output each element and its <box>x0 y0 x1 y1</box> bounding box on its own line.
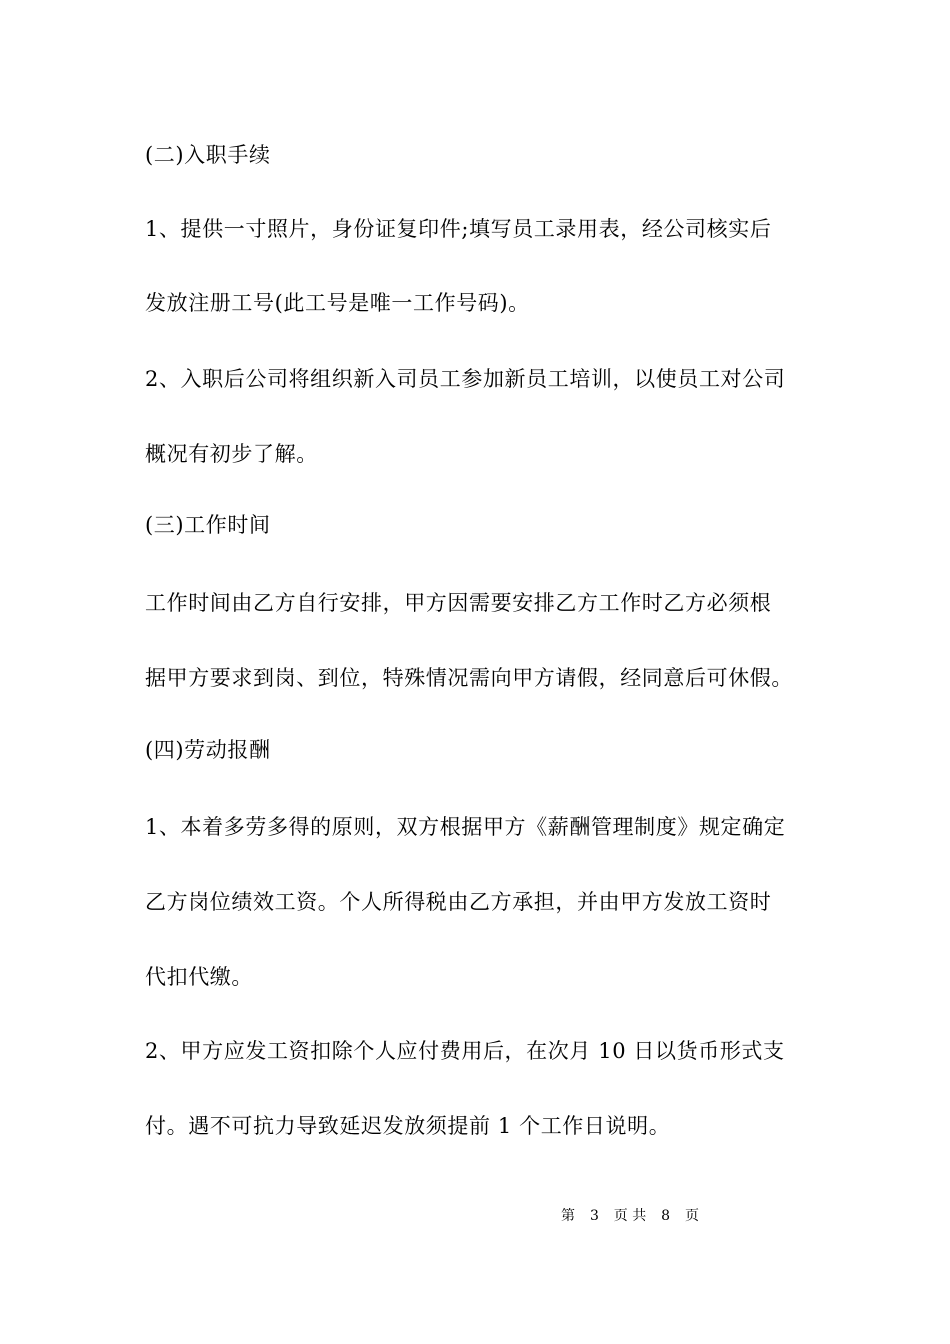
paragraph-line: 乙方岗位绩效工资。个人所得税由乙方承担，并由甲方发放工资时 <box>145 890 772 914</box>
page-number-suffix: 页 <box>684 1208 699 1224</box>
paragraph-line: 概况有初步了解。 <box>145 442 318 466</box>
current-page-number: 3 <box>589 1208 599 1224</box>
paragraph-line: 2、甲方应发工资扣除个人应付费用后，在次月 10 日以货币形式支 <box>145 1039 785 1063</box>
paragraph-line: 工作时间由乙方自行安排，甲方因需要安排乙方工作时乙方必须根 <box>145 591 772 615</box>
paragraph-line: 1、提供一寸照片，身份证复印件;填写员工录用表，经公司核实后 <box>145 217 772 241</box>
section-heading-onboarding: (二)入职手续 <box>145 143 271 167</box>
page-number-mid: 页 共 <box>613 1208 647 1224</box>
paragraph-line: 代扣代缴。 <box>145 965 253 989</box>
paragraph-line: 据甲方要求到岗、到位，特殊情况需向甲方请假，经同意后可休假。 <box>145 666 793 690</box>
section-heading-work-hours: (三)工作时间 <box>145 513 271 537</box>
paragraph-line: 2、入职后公司将组织新入司员工参加新员工培训，以使员工对公司 <box>145 367 786 391</box>
total-pages-number: 8 <box>661 1208 671 1224</box>
section-heading-compensation: (四)劳动报酬 <box>145 738 271 762</box>
paragraph-line: 发放注册工号(此工号是唯一工作号码)。 <box>145 291 530 315</box>
paragraph-line: 1、本着多劳多得的原则，双方根据甲方《薪酬管理制度》规定确定 <box>145 815 786 839</box>
page-number-prefix: 第 <box>561 1208 576 1224</box>
paragraph-line: 付。遇不可抗力导致延迟发放须提前 1 个工作日说明。 <box>145 1114 671 1138</box>
